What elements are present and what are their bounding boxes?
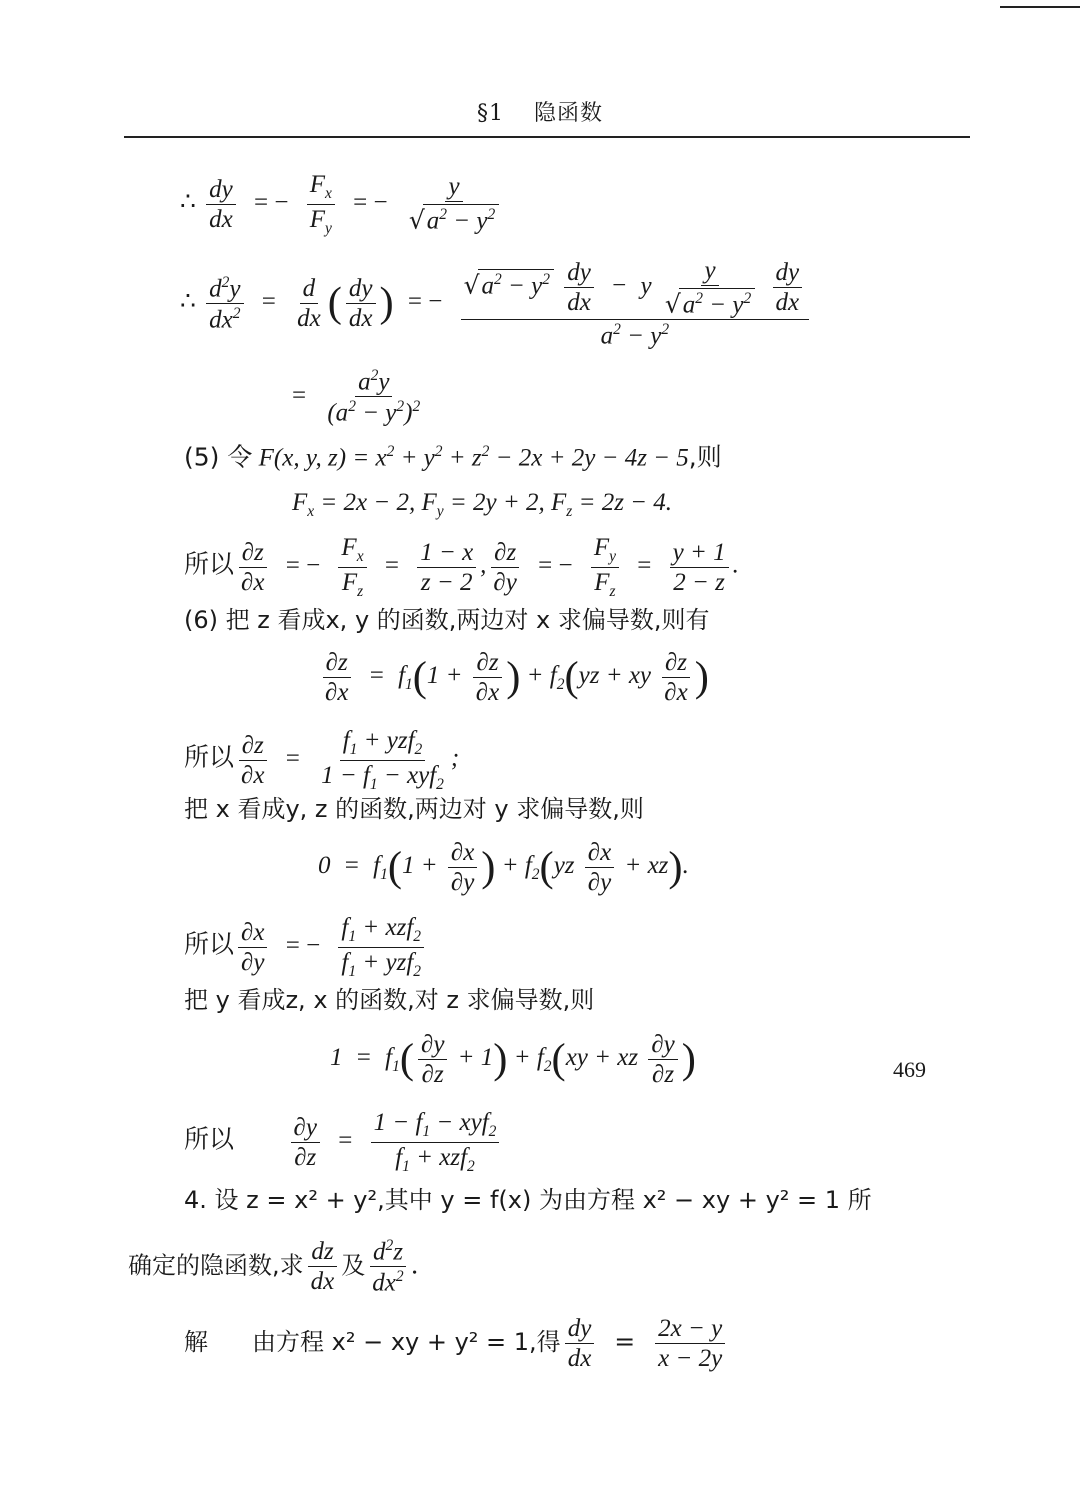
- page-number: 469: [893, 1057, 926, 1082]
- problem-4-line-1: 4. 设 z = x² + y²,其中 y = f(x) 为由方程 x² − xy + y² = 1 所: [184, 1186, 872, 1214]
- step-5-result: 所以 $\frac{\partial z}{\partial x}$ = − $\frac{F_x}{F_z}$ = $\frac{1 - x}{z - 2}$ , $\frac{\partial z}{\partial y}$ = − $\frac{F_y}{F_z}$ = $\frac{y + 1}{2 - z}$ .: [184, 534, 739, 600]
- so-label: 所以: [184, 742, 235, 772]
- x-as-function-text: 把 x 看成y, z 的函数,两边对 y 求偏导数,则: [184, 795, 644, 823]
- scan-edge-mark: [1000, 6, 1080, 8]
- problem-4-text-a: 确定的隐函数,求: [128, 1251, 304, 1280]
- step-6-eq-3: $1 = f_1$( $\frac{\partial y}{\partial z}$ + $1) + f_2(xy$ + xz $\frac{\partial y}{\partial z}$ ): [330, 1031, 696, 1088]
- so-label: 所以: [184, 549, 235, 579]
- so-label: 所以: [184, 929, 235, 959]
- solution-line: 解 由方程 x² − xy + y² = 1,得 $\frac{dy}{dx}$ = $\frac{2x - y}{x - 2y}$: [184, 1316, 729, 1371]
- step-6-eq-1: $\frac{\partial z}{\partial x}$ = $f_1(1$ + $\frac{\partial z}{\partial x}$ ) + $f_2(yz$ + xy $\frac{\partial z}{\partial x}$ ): [318, 650, 709, 705]
- then-text: ,则: [688, 442, 722, 472]
- section-title: 隐函数: [533, 101, 603, 126]
- solution-text: 由方程 x² − xy + y² = 1,得: [252, 1328, 561, 1356]
- eq-dy-dx: ∴ $\frac{dy}{dx}$ = − $\frac{F_x}{F_y}$ = − $\frac{y}{√a^2 - y^2}$: [180, 172, 506, 236]
- problem-4-text-b: 及: [341, 1251, 366, 1280]
- solution-label: 解: [184, 1328, 208, 1356]
- so-label: 所以: [184, 1124, 235, 1154]
- step-6-eq-2: $0 = f_1(1$ + $\frac{\partial x}{\partial y}$ ) + $f_2(yz$ $\frac{\partial x}{\partial y}$ + xz).: [318, 839, 689, 896]
- header-rule: [124, 136, 970, 138]
- step-6-result-1: 所以 $\frac{\partial z}{\partial x}$ = $f_1 + yzf_2$ $1 - f_1 - xyf_2$ ;: [184, 727, 460, 793]
- step-5-partials: $F_x = 2x - 2$, $F_y = 2y + 2$, $F_z = 2z - 4$.: [292, 489, 673, 520]
- y-as-function-text: 把 y 看成z, x 的函数,对 z 求偏导数,则: [184, 986, 595, 1014]
- step-6-result-2: 所以 $\frac{\partial x}{\partial y}$ = − $f_1 + xzf_2$ $f_1 + yzf_2$: [184, 915, 428, 979]
- running-header: [0, 96, 1080, 127]
- section-number: §1: [476, 101, 504, 126]
- problem-4-line-2: 确定的隐函数,求 $\frac{dz}{dx}$ 及 $\frac{d^2z}{dx^2}$ .: [128, 1237, 419, 1297]
- step-5-definition: (5) 令 F(x, y, $z) = x^2 + y^2 + z^2 - 2x + 2y - 4z - 5$,则: [184, 442, 722, 472]
- eq-second-derivative-result: = $\frac{a^2y}{(a^2 - y^2)^2}$: [292, 367, 421, 427]
- step-5-label: (5) 令: [184, 442, 253, 472]
- step-6-result-3: 所以 $\frac{\partial y}{\partial z}$ = $1 - f_1 - xyf_2$ $f_1 + xzf_2$: [184, 1110, 503, 1174]
- eq-second-derivative: ∴ $\frac{d^2y}{dx^2}$ = $\frac{d}{dx}$ ( $\frac{dy}{dx}$ ) = − $√a^2 - y^2$ $\frac{dy}{dx}$ − y $\frac{y}{√a^2 - y^2}$ $\frac{dy}{dx}$ $a^2 - y^2$: [180, 258, 813, 349]
- step-6-text: (6) 把 z 看成x, y 的函数,两边对 x 求偏导数,则有: [184, 606, 710, 634]
